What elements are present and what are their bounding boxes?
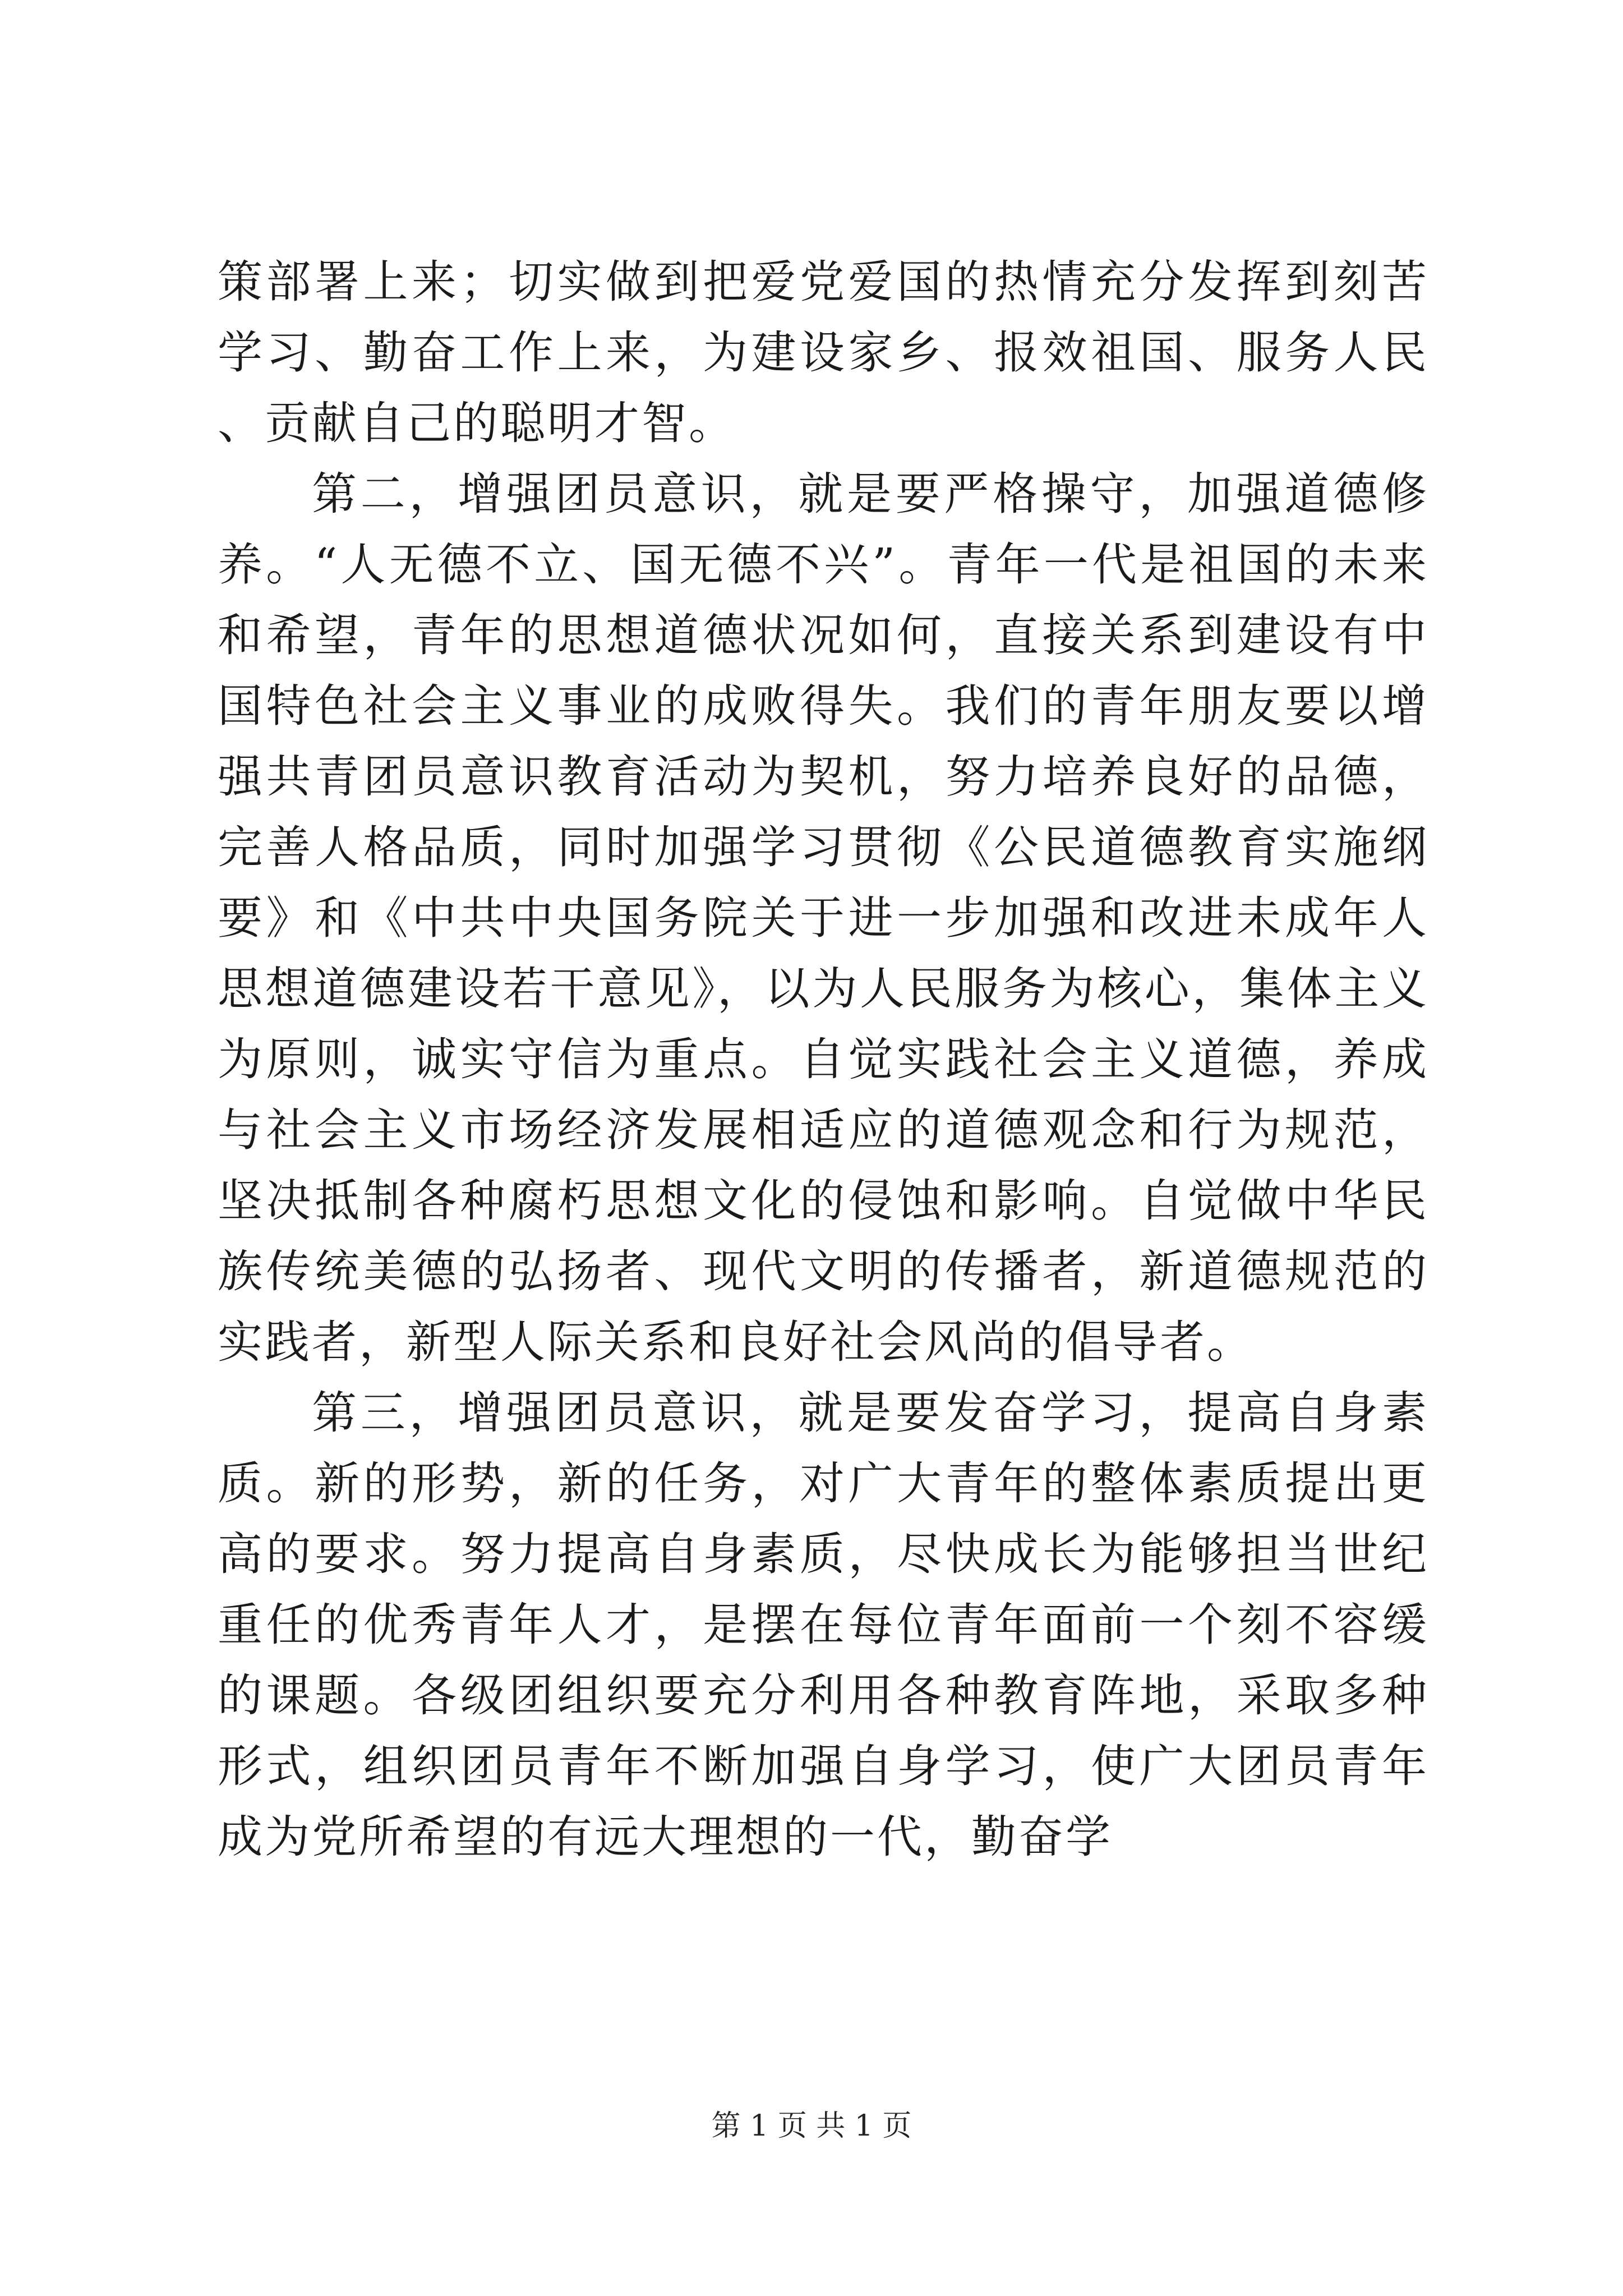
paragraph-second-point: 第二，增强团员意识，就是要严格操守，加强道德修养。“人无德不立、国无德不兴”。青年一代是祖国的未来和希望，青年的思想道德状况如何，直接关系到建设有中国特色社会主义事业的成败得失。我们的青年朋友要以增强共青团员意识教育活动为契机，努力培养良好的品德，完善人格品质，同时加强学习贯彻《公民道德教育实施纲要》和《中共中央国务院关于进一步加强和改进未成年人思想道德建设若干意见》，以为人民服务为核心，集体主义为原则，诚实守信为重点。自觉实践社会主义道德，养成与社会主义市场经济发展相适应的道德观念和行为规范，坚决抵制各种腐朽思想文化的侵蚀和影响。自觉做中华民族传统美德的弘扬者、现代文明的传播者，新道德规范的实践者，新型人际关系和良好社会风尚的倡导者。 (218, 468, 1429, 1368)
document-body (218, 247, 1429, 1872)
paragraph-continuation: 策部署上来；切实做到把爱党爱国的热情充分发挥到刻苦学习、勤奋工作上来，为建设家乡、报效祖国、服务人民、贡献自己的聪明才智。 (218, 256, 1429, 449)
page-number-footer: 第 1 页 共 1 页 (711, 2109, 912, 2143)
paragraph-third-point: 第三，增强团员意识，就是要发奋学习，提高自身素质。新的形势，新的任务，对广大青年的整体素质提出更高的要求。努力提高自身素质，尽快成长为能够担当世纪重任的优秀青年人才，是摆在每位青年面前一个刻不容缓的课题。各级团组织要充分利用各种教育阵地，采取多种形式，组织团员青年不断加强自身学习，使广大团员青年成为党所希望的有远大理想的一代，勤奋学 (218, 1387, 1429, 1863)
